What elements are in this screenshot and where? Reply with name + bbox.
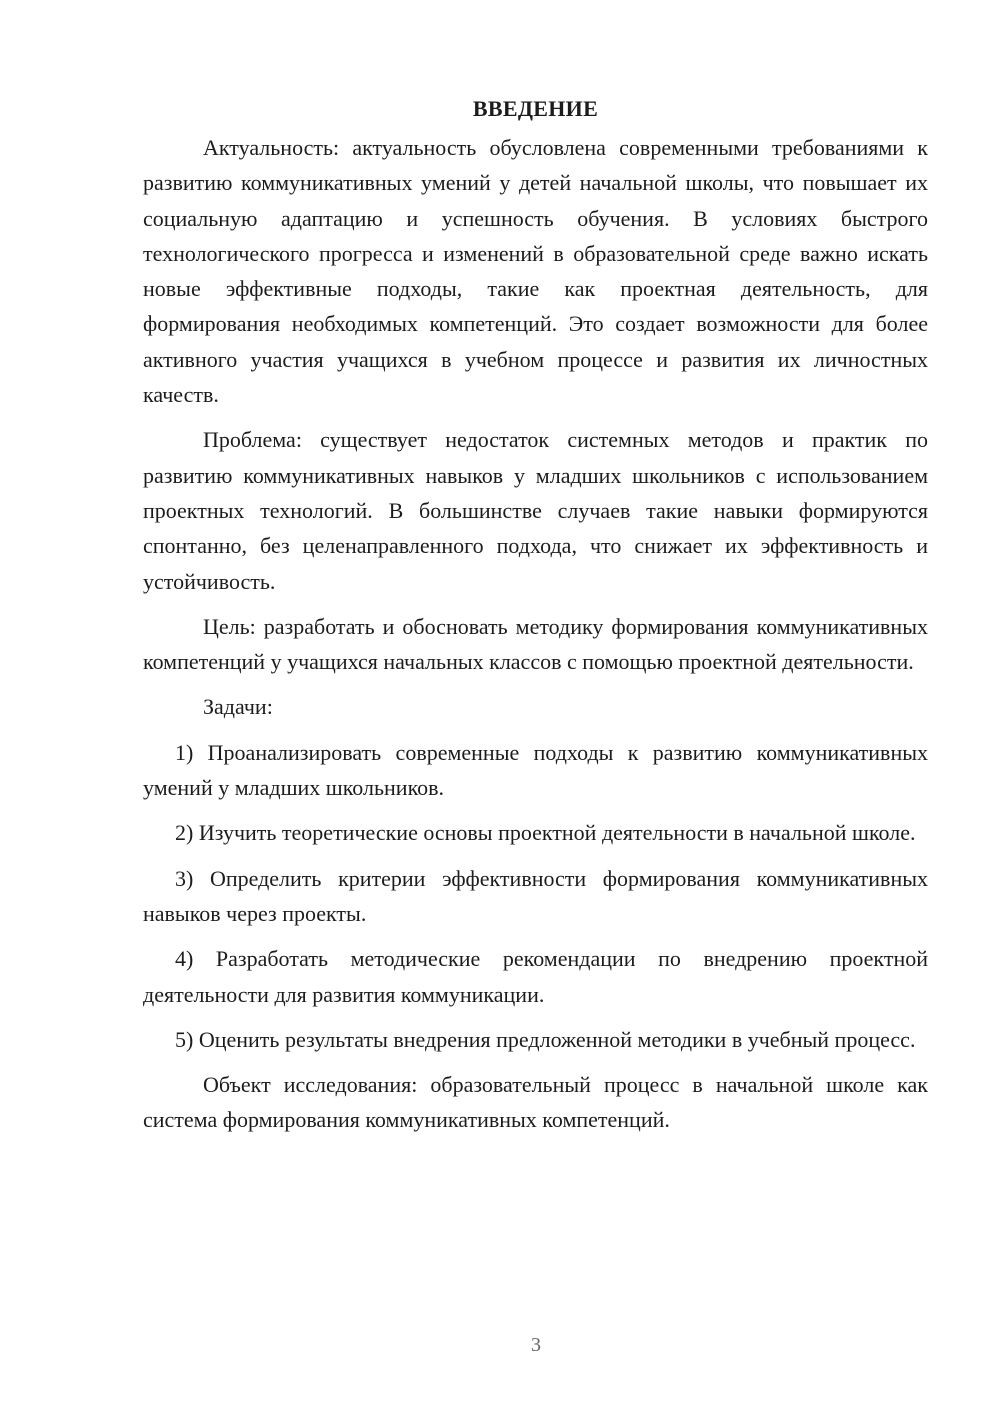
task-item-4: 4) Разработать методические рекомендации по внедрению проектной деятельности для развития коммуникации. bbox=[143, 946, 928, 1007]
tasks-heading: Задачи: bbox=[203, 694, 273, 720]
paragraph-problem: Проблема: существует недостаток системных методов и практик по развитию коммуникативных навыков у младших школьников с использованием проектных технологий. В большинстве случаев такие навыки формируются спонтанно, без целенаправленного подхода, что снижает их эффективность и устойчивость. bbox=[143, 427, 928, 594]
paragraph-relevance: Актуальность: актуальность обусловлена современными требованиями к развитию коммуникативных умений у детей начальной школы, что повышает их социальную адаптацию и успешность обучения. В условиях быстрого технологического прогресса и изменений в образовательной среде важно искать новые эффективные подходы, такие как проектная деятельность, для формирования необходимых компетенций. Это создает возможности для более активного участия учащихся в учебном процессе и развития их личностных качеств. bbox=[143, 135, 928, 408]
task-item-1: 1) Проанализировать современные подходы к развитию коммуникативных умений у младших школьников. bbox=[143, 739, 928, 801]
task-item-2: 2) Изучить теоретические основы проектной деятельности в начальной школе. bbox=[175, 820, 916, 846]
page-number: 3 bbox=[531, 1334, 541, 1356]
paragraph-goal: Цель: разработать и обосновать методику формирования коммуникативных компетенций у учащихся начальных классов с помощью проектной деятельности. bbox=[143, 613, 928, 675]
tasks-list bbox=[143, 735, 928, 1057]
section-title: ВВЕДЕНИЕ bbox=[472, 96, 599, 121]
page-content bbox=[143, 92, 928, 1138]
paragraph-object: Объект исследования: образовательный процесс в начальной школе как система формирования коммуникативных компетенций. bbox=[143, 1072, 928, 1133]
task-item-5: 5) Оценить результаты внедрения предложенной методики в учебный процесс. bbox=[175, 1026, 916, 1052]
task-item-3: 3) Определить критерии эффективности формирования коммуникативных навыков через проекты. bbox=[143, 865, 928, 926]
